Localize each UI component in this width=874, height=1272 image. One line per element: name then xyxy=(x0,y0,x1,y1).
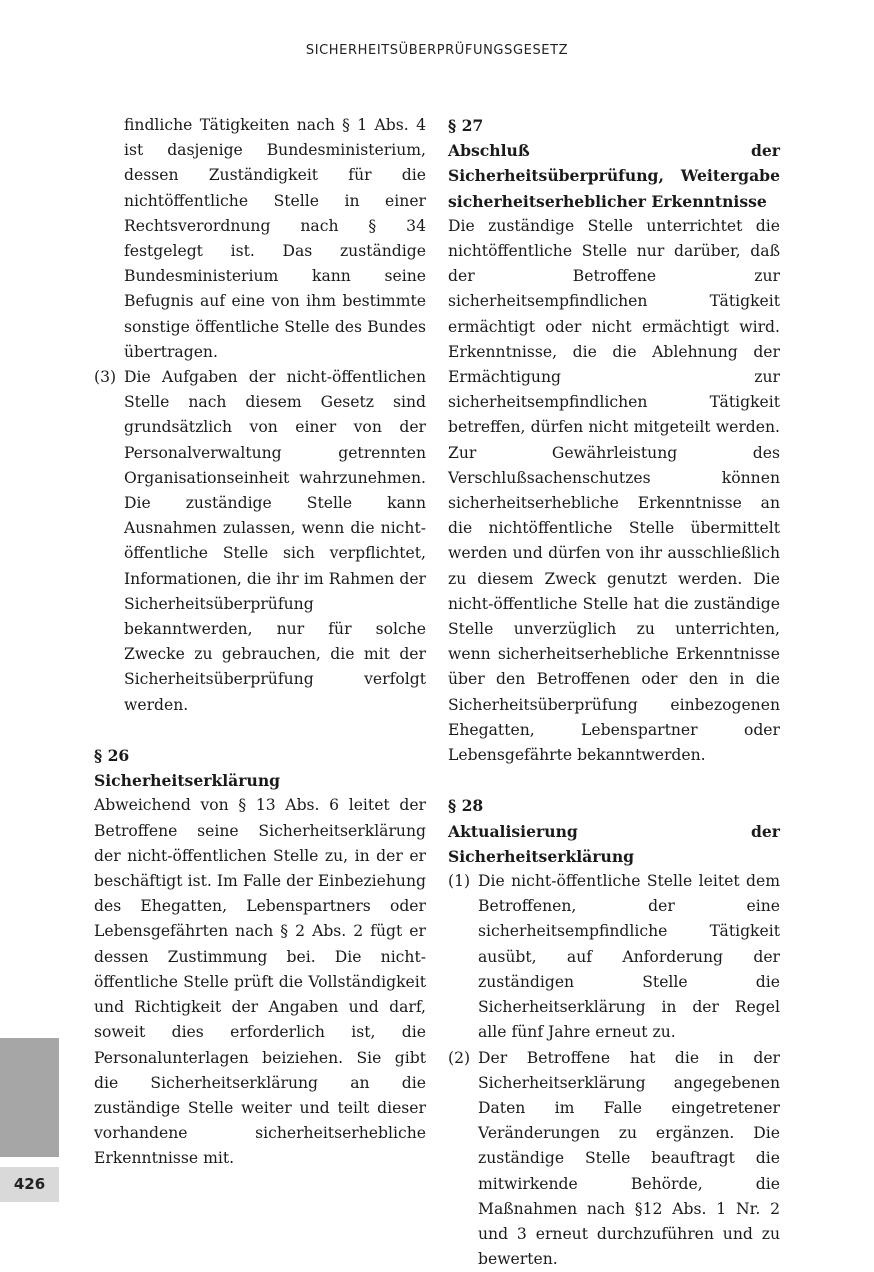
list-item-2 xyxy=(448,1046,780,1272)
item-number: (1) xyxy=(448,869,470,894)
section-27-number: § 27 xyxy=(448,113,780,138)
item-number: (3) xyxy=(94,365,116,390)
running-header: SICHERHEITSÜBERPRÜFUNGSGESETZ xyxy=(0,43,874,58)
section-26-number: § 26 xyxy=(94,743,426,768)
item-text: Der Betroffene hat die in der Sicherheitserklärung angegebenen Daten im Falle eingetretener Veränderungen zu ergänzen. Die zuständige Stelle beauftragt die mitwirkende Behörde, die Maßnahmen nach §12 Abs. 1 Nr. 2 und 3 erneut durchzuführen und zu bewerten. xyxy=(478,1049,780,1269)
page-edge-marker xyxy=(0,1038,59,1157)
section-26-title: Sicherheitserklärung xyxy=(94,768,426,793)
continued-paragraph: findliche Tätigkeiten nach § 1 Abs. 4 ist dasjenige Bundesministerium, dessen Zuständigkeit für die nichtöffentliche Stelle in einer Rechtsverordnung nach § 34 festgelegt ist. Das zuständige Bundesministerium kann seine Befugnis auf eine von ihm bestimmte sonstige öffentliche Stelle des Bundes übertragen. xyxy=(94,113,426,365)
left-column xyxy=(94,113,426,1172)
item-text: Die Aufgaben der nicht-öffentlichen Stelle nach diesem Gesetz sind grundsätzlich von einer von der Personalverwaltung getrennten Organisationseinheit wahrzunehmen. Die zuständige Stelle kann Ausnahmen zulassen, wenn die nicht-öffentliche Stelle sich verpflichtet, Informationen, die ihr im Rahmen der Sicherheitsüberprüfung bekanntwerden, nur für solche Zwecke zu gebrauchen, die mit der Sicherheitsüberprüfung verfolgt werden. xyxy=(124,368,426,714)
page-number: 426 xyxy=(0,1167,59,1202)
section-27-body: Die zuständige Stelle unterrichtet die nichtöffentliche Stelle nur darüber, daß der Betroffene zur sicherheitsempfindlichen Tätigkeit ermächtigt oder nicht ermächtigt wird. Erkenntnisse, die die Ablehnung der Ermächtigung zur sicherheitsempfindlichen Tätigkeit betreffen, dürfen nicht mitgeteilt werden. Zur Gewährleistung des Verschlußsachenschutzes können sicherheitserhebliche Erkenntnisse an die nichtöffentliche Stelle übermittelt werden und dürfen von ihr ausschließlich zu diesem Zweck genutzt werden. Die nicht-öffentliche Stelle hat die zuständige Stelle unverzüglich zu unterrichten, wenn sicherheitserhebliche Erkenntnisse über den Betroffenen oder den in die Sicherheitsüberprüfung einbezogenen Ehegatten, Lebenspartner oder Lebensgefährte bekanntwerden. xyxy=(448,214,780,768)
section-27-title: Abschluß der Sicherheitsüberprüfung, Weitergabe sicherheitserheblicher Erkenntnisse xyxy=(448,138,780,214)
list-item-3 xyxy=(94,365,426,718)
right-column xyxy=(448,113,780,1272)
section-28-title: Aktualisierung der Sicherheitserklärung xyxy=(448,819,780,869)
item-number: (2) xyxy=(448,1046,470,1071)
item-text: Die nicht-öffentliche Stelle leitet dem Betroffenen, der eine sicherheitsempfindliche Tätigkeit ausübt, auf Anforderung der zuständigen Stelle die Sicherheitserklärung in der Regel alle fünf Jahre erneut zu. xyxy=(478,872,780,1041)
list-item-1 xyxy=(448,869,780,1045)
section-28-number: § 28 xyxy=(448,793,780,818)
section-26-body: Abweichend von § 13 Abs. 6 leitet der Betroffene seine Sicherheitserklärung der nicht-öffentlichen Stelle zu, in der er beschäftigt ist. Im Falle der Einbeziehung des Ehegatten, Lebenspartners oder Lebensgefährten nach § 2 Abs. 2 fügt er dessen Zustimmung bei. Die nicht-öffentliche Stelle prüft die Vollständigkeit und Richtigkeit der Angaben und darf, soweit dies erforderlich ist, die Personalunterlagen beiziehen. Sie gibt die Sicherheitserklärung an die zuständige Stelle weiter und teilt dieser vorhandene sicherheitserhebliche Erkenntnisse mit. xyxy=(94,793,426,1171)
